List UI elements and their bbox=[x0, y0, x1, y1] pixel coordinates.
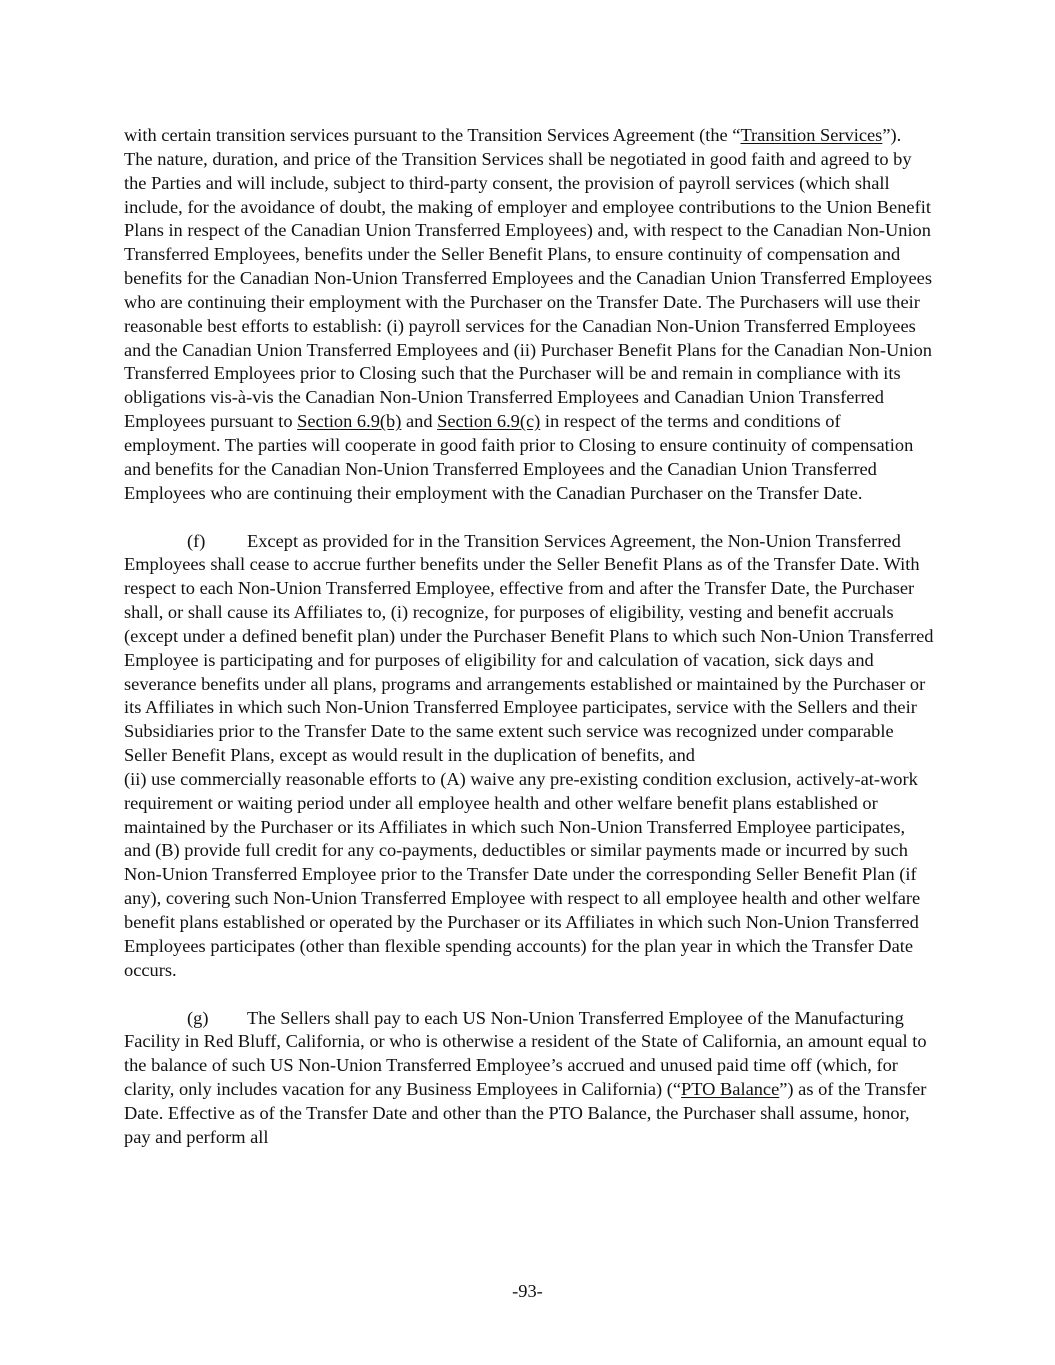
paragraph-text: (ii) use commercially reasonable efforts to (A) waive any pre-existing condition exclusion, actively-at-work requirement or waiting period under all employee health and other welfare benefit plans established or maintained by the Purchaser or its Affiliates in which such Non-Union Transferred Employee participates, and (B) provide full credit for any co-payments, deductibles or similar payments made or incurred by such Non-Union Transferred Employee prior to the Transfer Date under the corresponding Seller Benefit Plan (if any), covering such Non-Union Transferred Employee with respect to all employee health and other welfare benefit plans established or operated by the Purchaser or its Affiliates in which such Non-Union Transferred Employees participates (other than flexible spending accounts) for the plan year in which the Transfer Date occurs. bbox=[124, 768, 921, 980]
document-page bbox=[124, 124, 934, 1174]
cross-reference-section-6-9-b[interactable]: Section 6.9(b) bbox=[297, 411, 402, 432]
paragraph-text: Except as provided for in the Transition Services Agreement, the Non-Union Transferred Employees shall cease to accrue further benefits under the Seller Benefit Plans as of the Transfer Date. With respect to each Non-Union Transferred Employee, effective from and after the Transfer Date, the Purchaser shall, or shall cause its Affiliates to, (i) recognize, for purposes of eligibility, vesting and benefit accruals (except under a defined benefit plan) under the Purchaser Benefit Plans to which such Non-Union Transferred Employee is participating and for purposes of eligibility for and calculation of vacation, sick days and severance benefits under all plans, programs and arrangements established or maintained by the Purchaser or its Affiliates in which such Non-Union Transferred Employee participates, service with the Sellers and their Subsidiaries prior to the Transfer Date to the same extent such service was recognized under comparable Seller Benefit Plans, except as would result in the duplication of benefits, and bbox=[124, 530, 934, 766]
defined-term-transition-services: Transition Services bbox=[740, 125, 883, 145]
paragraph-text: and bbox=[401, 411, 438, 432]
paragraph-text: with certain transition services pursuant to the Transition Services Agreement (the “ bbox=[124, 125, 741, 145]
paragraph-text: ”). The nature, duration, and price of the Transition Services shall be negotiated in good faith and agreed to by the Parties and will include, subject to third-party consent, the provision of payroll services (which shall include, for the avoidance of doubt, the making of employer and employee contributions to the Union Benefit Plans in respect of the Canadian Union Transferred Employees) and, with respect to the Canadian Non-Union Transferred Employees, benefits under the Seller Benefit Plans, to ensure continuity of compensation and benefits for the Canadian Non-Union Transferred Employees and the Canadian Union Transferred Employees who are continuing their employment with the Purchaser on the Transfer Date. The Purchasers will use their reasonable best efforts to establish: (i) payroll services for the Canadian Non-Union Transferred Employees and the Canadian Union Transferred Employees and (ii) Purchaser Benefit Plans for the Canadian Non-Union Transferred Employees prior to Closing such that the Purchaser will be and remain in compliance with its obligations vis-à-vis the Canadian Non-Union Transferred Employees and Canadian Union Transferred Employees pursuant to bbox=[124, 125, 932, 432]
paragraph-f bbox=[124, 530, 934, 983]
paragraph-label: (f) bbox=[187, 530, 206, 551]
defined-term-pto-balance: PTO Balance bbox=[681, 1079, 780, 1100]
paragraph-text: The Sellers shall pay to each US Non-Union Transferred Employee of the Manufacturing Facility in Red Bluff, California, or who is otherwise a resident of the State of California, an amount equal to the balance of such US Non-Union Transferred Employee’s accrued and unused paid time off (which, for clarity, only includes vacation for any Business Employees in California) (“ bbox=[124, 1007, 927, 1100]
cross-reference-section-6-9-c[interactable]: Section 6.9(c) bbox=[437, 411, 541, 432]
paragraph-continuation bbox=[124, 124, 934, 506]
paragraph-text: in respect of the terms and conditions of employment. The parties will cooperate in good faith prior to Closing to ensure continuity of compensation and benefits for the Canadian Non-Union Transferred Employees and the Canadian Union Transferred Employees who are continuing their employment with the Canadian Purchaser on the Transfer Date. bbox=[124, 411, 914, 503]
paragraph-text: ”) as of the Transfer Date. Effective as of the Transfer Date and other than the PTO Balance, the Purchaser shall assume, honor, pay and perform all bbox=[124, 1079, 927, 1147]
paragraph-label: (g) bbox=[187, 1007, 209, 1028]
page-number: -93- bbox=[512, 1281, 543, 1301]
paragraph-g bbox=[124, 1007, 934, 1150]
